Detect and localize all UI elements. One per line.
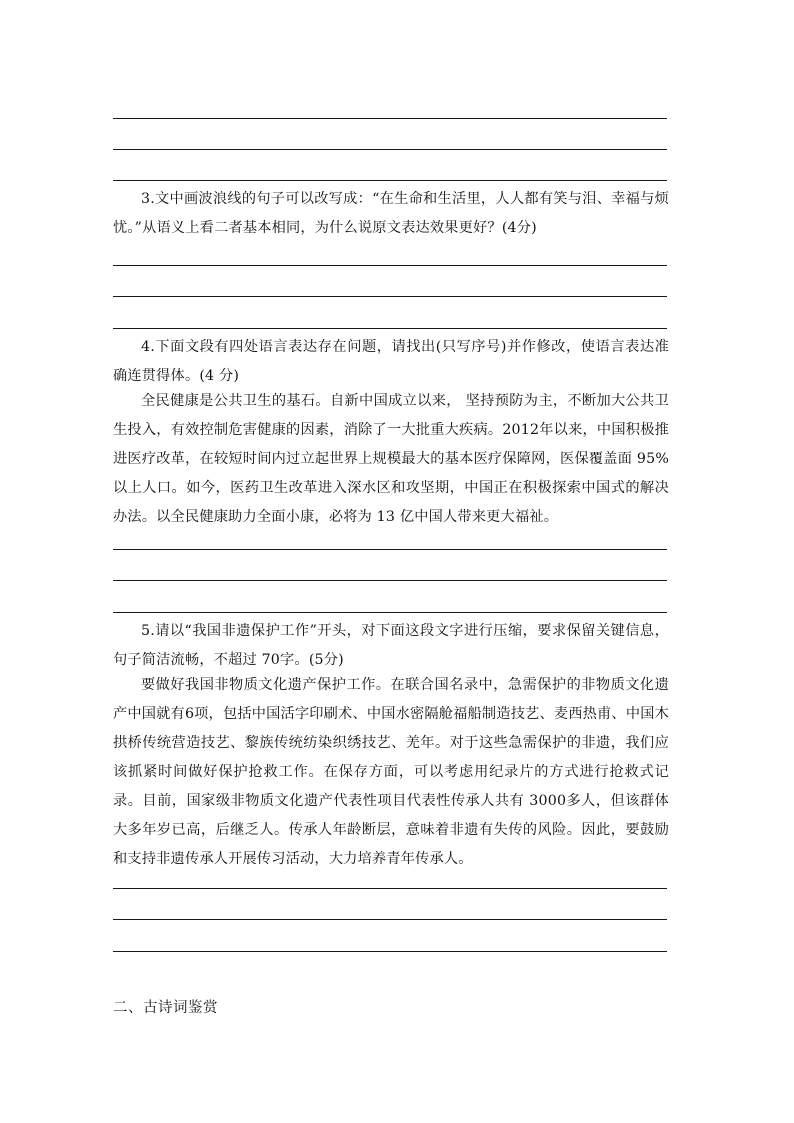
answer-line [113,180,667,181]
question-3-prompt: 3.文中画波浪线的句子可以改写成：“在生命和生活里，人人都有笑与泪、幸福与烦忧。”从语义上看二者基本相同，为什么说原文表达效果更好？(4分) [113,191,669,236]
section-heading: 二、古诗词鉴赏 [113,1000,218,1016]
answer-line [113,951,667,952]
question-4-passage: 全民健康是公共卫生的基石。自新中国成立以来， 坚持预防为主，不断加大公共卫生投入，有效控制危害健康的因素，消除了一大批重大疾病。2012年以来，中国积极推进医疗改革，在较短时间内过立起世界上规模最大的基本医疗保障网，医保覆盖面 95%以上人口。如今，医药卫生改革进入深水区和攻坚期，中国正在积极探索中国式的解决办法。以全民健康助力全面小康，必将为 13 亿中国人带来更大福祉。 [113,393,669,525]
answer-line [113,149,667,150]
answer-line [113,612,667,613]
answer-line [113,549,667,550]
question-4-prompt: 4.下面文段有四处语言表达存在问题，请找出(只写序号)并作修改，使语言表达准确连贯得体。(4 分) [113,339,669,384]
answer-line [113,919,667,920]
answer-line [113,118,667,119]
answer-line [113,580,667,581]
answer-line [113,888,667,889]
question-5-prompt: 5.请以“我国非遗保护工作”开头，对下面这段文字进行压缩，要求保留关键信息，句子简洁流畅，不超过 70字。(5分) [113,623,669,668]
answer-line [113,265,667,266]
question-5-passage: 要做好我国非物质文化遗产保护工作。在联合国名录中，急需保护的非物质文化遗产中国就有6项，包括中国活字印刷术、中国水密隔舱福船制造技艺、麦西热甫、中国木拱桥传统营造技艺、黎族传统纺染织绣技艺、羌年。对于这些急需保护的非遗，我们应该抓紧时间做好保护抢救工作。在保存方面，可以考虑用纪录片的方式进行抢救式记录。目前，国家级非物质文化遗产代表性项目代表性传承人共有 3000多人，但该群体大多年岁已高，后继乏人。传承人年龄断层，意味着非遗有失传的风险。因此，要鼓励和支持非遗传承人开展传习活动，大力培养青年传承人。 [113,677,669,867]
answer-line [113,328,667,329]
answer-line [113,296,667,297]
